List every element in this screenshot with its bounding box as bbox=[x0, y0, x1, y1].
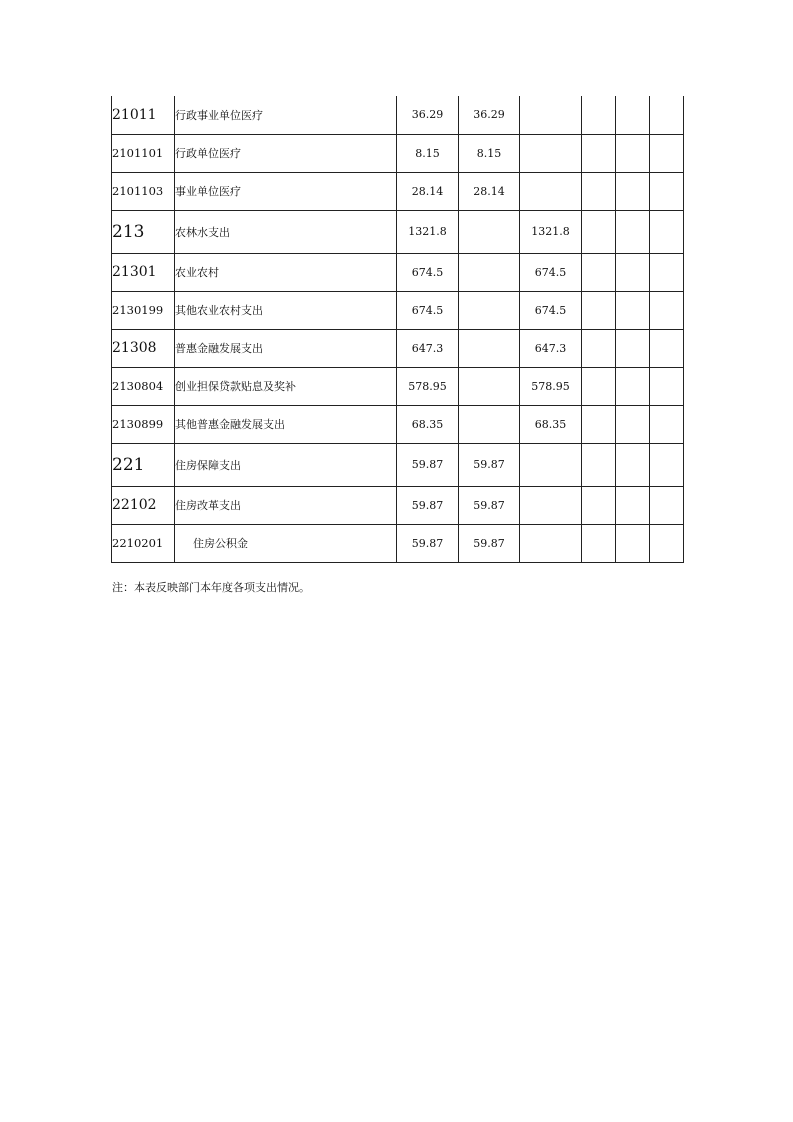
table-row bbox=[112, 172, 684, 210]
total-amount-cell: 8.15 bbox=[397, 134, 459, 172]
subject-code-cell: 221 bbox=[112, 443, 175, 486]
basic-expenditure-cell bbox=[459, 405, 520, 443]
total-amount-cell: 674.5 bbox=[397, 253, 459, 291]
empty-cell bbox=[582, 367, 616, 405]
table-row bbox=[112, 367, 684, 405]
empty-cell bbox=[616, 210, 650, 253]
project-expenditure-cell bbox=[520, 524, 582, 562]
empty-cell bbox=[616, 96, 650, 134]
total-amount-cell: 578.95 bbox=[397, 367, 459, 405]
total-amount-cell: 674.5 bbox=[397, 291, 459, 329]
empty-cell bbox=[582, 524, 616, 562]
empty-cell bbox=[650, 329, 684, 367]
table-row bbox=[112, 253, 684, 291]
table-row bbox=[112, 486, 684, 524]
project-expenditure-cell bbox=[520, 443, 582, 486]
basic-expenditure-cell: 8.15 bbox=[459, 134, 520, 172]
basic-expenditure-cell bbox=[459, 210, 520, 253]
empty-cell bbox=[616, 367, 650, 405]
empty-cell bbox=[650, 172, 684, 210]
total-amount-cell: 59.87 bbox=[397, 443, 459, 486]
empty-cell bbox=[650, 253, 684, 291]
subject-name-cell: 普惠金融发展支出 bbox=[175, 329, 397, 367]
expenditure-table bbox=[111, 96, 684, 563]
empty-cell bbox=[650, 524, 684, 562]
project-expenditure-cell: 68.35 bbox=[520, 405, 582, 443]
subject-code-cell: 213 bbox=[112, 210, 175, 253]
empty-cell bbox=[650, 486, 684, 524]
subject-code-cell: 2101103 bbox=[112, 172, 175, 210]
table-row bbox=[112, 134, 684, 172]
empty-cell bbox=[582, 253, 616, 291]
total-amount-cell: 647.3 bbox=[397, 329, 459, 367]
subject-code-cell: 2210201 bbox=[112, 524, 175, 562]
table-row bbox=[112, 443, 684, 486]
empty-cell bbox=[582, 210, 616, 253]
empty-cell bbox=[616, 172, 650, 210]
table-row bbox=[112, 96, 684, 134]
project-expenditure-cell: 1321.8 bbox=[520, 210, 582, 253]
subject-code-cell: 22102 bbox=[112, 486, 175, 524]
basic-expenditure-cell bbox=[459, 291, 520, 329]
subject-code-cell: 2101101 bbox=[112, 134, 175, 172]
subject-code-cell: 2130899 bbox=[112, 405, 175, 443]
empty-cell bbox=[616, 405, 650, 443]
total-amount-cell: 59.87 bbox=[397, 524, 459, 562]
table-footnote: 注：本表反映部门本年度各项支出情况。 bbox=[112, 581, 310, 594]
basic-expenditure-cell: 36.29 bbox=[459, 96, 520, 134]
project-expenditure-cell: 647.3 bbox=[520, 329, 582, 367]
subject-name-cell: 事业单位医疗 bbox=[175, 172, 397, 210]
empty-cell bbox=[616, 134, 650, 172]
total-amount-cell: 68.35 bbox=[397, 405, 459, 443]
subject-name-cell: 行政事业单位医疗 bbox=[175, 96, 397, 134]
project-expenditure-cell bbox=[520, 96, 582, 134]
subject-name-cell: 农林水支出 bbox=[175, 210, 397, 253]
basic-expenditure-cell bbox=[459, 367, 520, 405]
basic-expenditure-cell bbox=[459, 329, 520, 367]
empty-cell bbox=[616, 443, 650, 486]
empty-cell bbox=[650, 443, 684, 486]
basic-expenditure-cell bbox=[459, 253, 520, 291]
subject-code-cell: 21011 bbox=[112, 96, 175, 134]
empty-cell bbox=[582, 291, 616, 329]
empty-cell bbox=[650, 405, 684, 443]
empty-cell bbox=[650, 134, 684, 172]
total-amount-cell: 36.29 bbox=[397, 96, 459, 134]
empty-cell bbox=[650, 367, 684, 405]
empty-cell bbox=[582, 134, 616, 172]
subject-name-cell: 住房改革支出 bbox=[175, 486, 397, 524]
empty-cell bbox=[616, 524, 650, 562]
subject-code-cell: 21308 bbox=[112, 329, 175, 367]
project-expenditure-cell bbox=[520, 134, 582, 172]
subject-code-cell: 21301 bbox=[112, 253, 175, 291]
empty-cell bbox=[582, 96, 616, 134]
empty-cell bbox=[582, 486, 616, 524]
subject-name-cell: 其他普惠金融发展支出 bbox=[175, 405, 397, 443]
total-amount-cell: 59.87 bbox=[397, 486, 459, 524]
basic-expenditure-cell: 59.87 bbox=[459, 524, 520, 562]
basic-expenditure-cell: 59.87 bbox=[459, 443, 520, 486]
empty-cell bbox=[616, 291, 650, 329]
project-expenditure-cell: 674.5 bbox=[520, 291, 582, 329]
subject-name-cell: 农业农村 bbox=[175, 253, 397, 291]
table-row bbox=[112, 329, 684, 367]
subject-name-cell: 其他农业农村支出 bbox=[175, 291, 397, 329]
table-row bbox=[112, 291, 684, 329]
empty-cell bbox=[582, 443, 616, 486]
empty-cell bbox=[582, 172, 616, 210]
empty-cell bbox=[616, 486, 650, 524]
subject-name-cell: 住房公积金 bbox=[175, 524, 397, 562]
subject-name-cell: 住房保障支出 bbox=[175, 443, 397, 486]
project-expenditure-cell bbox=[520, 172, 582, 210]
basic-expenditure-cell: 59.87 bbox=[459, 486, 520, 524]
empty-cell bbox=[582, 405, 616, 443]
total-amount-cell: 1321.8 bbox=[397, 210, 459, 253]
subject-code-cell: 2130804 bbox=[112, 367, 175, 405]
empty-cell bbox=[650, 210, 684, 253]
basic-expenditure-cell: 28.14 bbox=[459, 172, 520, 210]
project-expenditure-cell: 674.5 bbox=[520, 253, 582, 291]
table-row bbox=[112, 210, 684, 253]
empty-cell bbox=[650, 291, 684, 329]
table-row bbox=[112, 405, 684, 443]
empty-cell bbox=[616, 329, 650, 367]
subject-code-cell: 2130199 bbox=[112, 291, 175, 329]
empty-cell bbox=[582, 329, 616, 367]
empty-cell bbox=[650, 96, 684, 134]
subject-name-cell: 行政单位医疗 bbox=[175, 134, 397, 172]
empty-cell bbox=[616, 253, 650, 291]
table-row bbox=[112, 524, 684, 562]
project-expenditure-cell bbox=[520, 486, 582, 524]
project-expenditure-cell: 578.95 bbox=[520, 367, 582, 405]
total-amount-cell: 28.14 bbox=[397, 172, 459, 210]
subject-name-cell: 创业担保贷款贴息及奖补 bbox=[175, 367, 397, 405]
